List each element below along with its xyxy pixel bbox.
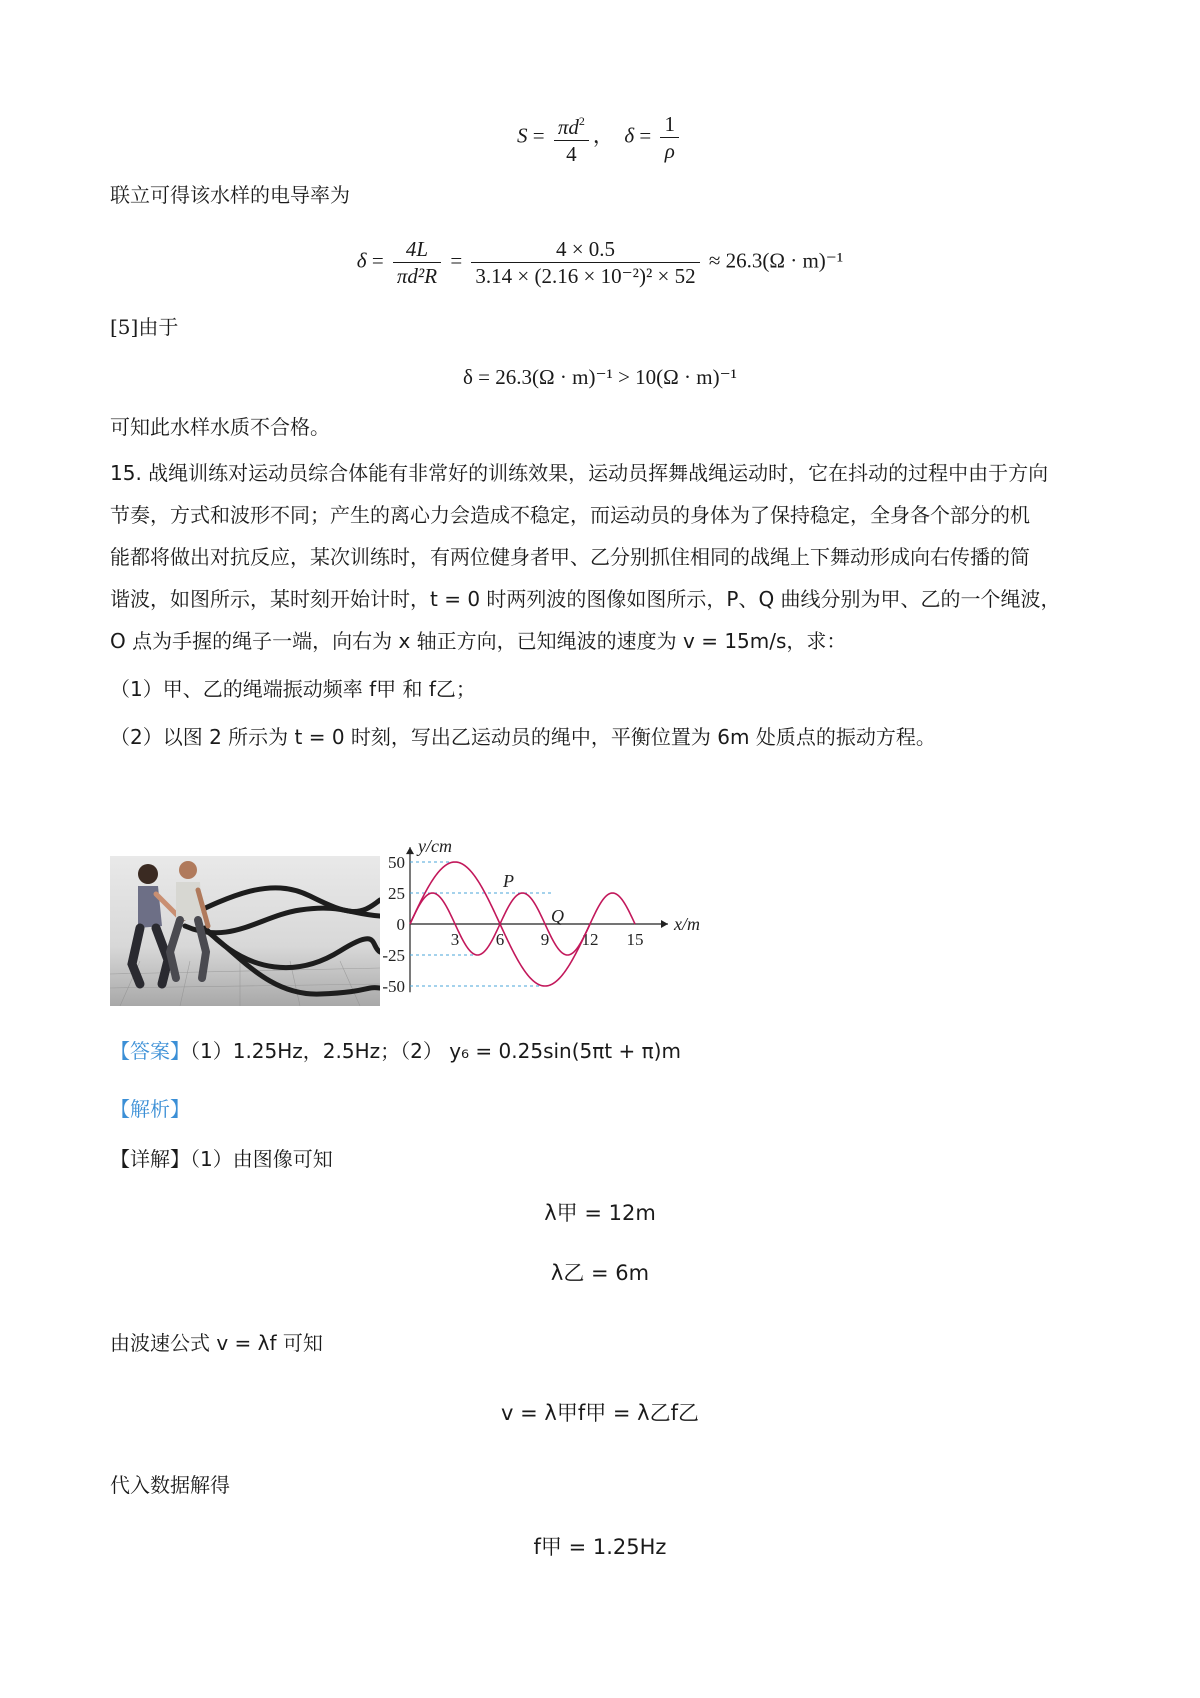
formula-result-f: f甲 = 1.25Hz — [533, 1535, 667, 1559]
formula-area-lhs: S — [517, 123, 528, 148]
text-wave-speed: 由波速公式 v = λf 可知 — [110, 1331, 323, 1355]
question-line-5: O 点为手握的绳子一端，向右为 x 轴正方向，已知绳波的速度为 v = 15m/s，求： — [110, 629, 847, 653]
y-tick-label: -25 — [382, 946, 405, 965]
area-denominator: 4 — [566, 142, 577, 166]
fraction-delta-2 — [471, 236, 699, 289]
formula-area: S = $\frac{\pi d^2}{4}$ ， δ = $\frac{1}{\rho}$ — [0, 108, 1200, 167]
formula-delta: δ = $\frac{4L}{\text{πd²R}}$ = $\frac{4 \times 0.5}{\text{3.14 × (2.16 × 10⁻²)² × 52}}$ ≈ 26.3(Ω · m)⁻¹ — [356, 237, 844, 288]
fraction-delta-1 — [393, 236, 441, 289]
y-tick-label: 0 — [396, 915, 405, 934]
conductivity-denominator: ρ — [664, 139, 675, 163]
question-line-2: 节奏，方式和波形不同；产生的离心力会造成不稳定，而运动员的身体为了保持稳定，全身各个部分的机 — [110, 503, 1030, 527]
text-conclusion: 可知此水样水质不合格。 — [110, 415, 330, 439]
x-tick-label: 3 — [450, 930, 460, 949]
fraction-area — [554, 108, 589, 167]
x-axis-arrow — [661, 920, 668, 928]
question-15 — [110, 452, 1100, 758]
y-tick-label: -50 — [382, 977, 405, 996]
conductivity-numerator: 1 — [660, 111, 679, 138]
detail-text: （1）由图像可知 — [190, 1147, 333, 1171]
x-tick-label: 12 — [581, 930, 599, 949]
delta-result: ≈ 26.3(Ω · m)⁻¹ — [708, 248, 844, 273]
y-tick-label: 25 — [388, 884, 405, 903]
delta-den-1: πd²R — [396, 264, 438, 288]
text-conductivity-intro: 联立可得该水样的电导率为 — [110, 183, 350, 207]
question-line-1 — [110, 452, 1100, 494]
x-tick-label: 9 — [540, 930, 550, 949]
question-line-4: 谐波，如图所示，某时刻开始计时，t = 0 时两列波的图像如图所示，P、Q 曲线分别为甲、乙的一个绳波， — [110, 587, 1061, 611]
x-axis-label: x/m — [674, 914, 700, 934]
x-tick-label: 6 — [495, 930, 505, 949]
fraction-conductivity — [660, 111, 679, 164]
curve-label-p: P — [503, 870, 514, 891]
delta-lhs: δ — [356, 248, 367, 273]
area-exponent: 2 — [578, 114, 585, 128]
y-axis-label: y/cm — [418, 840, 452, 857]
formula-delta-lhs: δ — [624, 123, 635, 148]
delta-num-1: 4L — [405, 237, 429, 261]
wave-chart — [380, 840, 740, 1018]
question-number: 15. — [110, 461, 142, 485]
area-numerator: πd — [557, 115, 579, 139]
text-substitute: 代入数据解得 — [110, 1473, 230, 1497]
delta-den-2: 3.14 × (2.16 × 10⁻²)² × 52 — [475, 264, 696, 288]
formula-lambda-yi: λ乙 = 6m — [550, 1261, 650, 1285]
answer-text: （1）1.25Hz，2.5Hz；（2） y₆ = 0.25sin(5πt + π)m — [190, 1039, 681, 1063]
curve-label-q: Q — [551, 906, 564, 926]
formula-velocity: v = λ甲f甲 = λ乙f乙 — [501, 1401, 699, 1425]
y-tick-label: 50 — [388, 853, 405, 872]
question-text-1: 战绳训练对运动员综合体能有非常好的训练效果，运动员挥舞战绳运动时，它在抖动的过程中由于方向 — [148, 461, 1049, 485]
formula-separator: ， — [592, 123, 614, 148]
analysis-tag: 【解析】 — [110, 1097, 190, 1121]
formula-compare: δ = 26.3(Ω · m)⁻¹ > 10(Ω · m)⁻¹ — [463, 365, 737, 389]
text-reason: [5]由于 — [110, 315, 179, 339]
question-sub-1: （1）甲、乙的绳端振动频率 f甲 和 f乙； — [110, 677, 476, 701]
detail-tag: 【详解】 — [110, 1147, 190, 1171]
y-axis-arrow — [406, 847, 414, 854]
question-sub-2: （2）以图 2 所示为 t = 0 时刻，写出乙运动员的绳中，平衡位置为 6m 处质点的振动方程。 — [110, 725, 936, 749]
question-line-3: 能都将做出对抗反应，某次训练时，有两位健身者甲、乙分别抓住相同的战绳上下舞动形成向右传播的简 — [110, 545, 1030, 569]
delta-num-2: 4 × 0.5 — [471, 236, 699, 263]
answer-line — [110, 1036, 681, 1066]
detail-line — [110, 1144, 333, 1174]
battle-rope-photo — [110, 856, 380, 1006]
x-tick-label: 15 — [626, 930, 644, 949]
answer-tag: 【答案】 — [110, 1039, 190, 1063]
formula-lambda-jia: λ甲 = 12m — [544, 1201, 656, 1225]
